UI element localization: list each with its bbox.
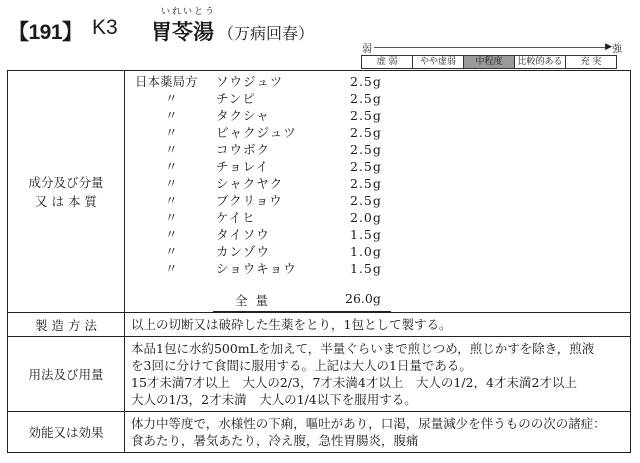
ingredient-name: タイソウ <box>216 227 270 242</box>
scale-line <box>374 47 608 48</box>
scale-strong-label: 強 <box>612 44 622 55</box>
ingredient-row <box>125 192 625 209</box>
ingredient-row <box>125 107 625 124</box>
efficacy-line: 食あたり，暑気あたり，冷え腹，急性胃腸炎，腹痛 <box>131 433 419 448</box>
scale-level: 比較的ある <box>514 55 566 69</box>
ingredient-row <box>125 158 625 175</box>
ingredient-row <box>125 141 625 158</box>
ingredient-row <box>125 226 625 243</box>
ingredient-source: 〃 <box>165 210 178 225</box>
ingredient-name: カンゾウ <box>216 244 271 259</box>
ingredient-source: 〃 <box>165 142 178 157</box>
scale-level: 虚 弱 <box>361 55 413 69</box>
ingredient-source: 〃 <box>165 91 178 106</box>
formula-number: 【191】 <box>8 21 83 44</box>
formula-table <box>7 70 631 453</box>
ingredient-row <box>125 90 625 107</box>
ingredient-amount: 2.5g <box>350 176 382 191</box>
ingredient-source: 〃 <box>165 176 178 191</box>
efficacy-label: 効能又は効果 <box>8 412 125 453</box>
ingredient-amount: 2.5g <box>350 193 382 208</box>
manufacture-label: 製 造 方 法 <box>8 313 125 337</box>
ingredient-name: ビャクジュツ <box>216 125 297 140</box>
efficacy-row <box>8 412 631 453</box>
manufacture-text: 以上の切断又は破砕した生薬をとり，1包として製する。 <box>125 313 631 337</box>
scale-level: 中程度 <box>463 55 515 69</box>
ingredient-amount: 1.5g <box>350 227 382 242</box>
constitution-scale <box>360 40 622 70</box>
ingredient-name: ソウジュツ <box>216 74 284 89</box>
scale-arrow-icon: ▶ <box>605 42 612 52</box>
ingredient-name: タクシャ <box>216 108 270 123</box>
ingredient-row <box>125 260 625 277</box>
ingredient-source: 〃 <box>165 193 178 208</box>
ingredient-amount: 2.5g <box>350 159 382 174</box>
scale-levels <box>362 55 617 69</box>
ingredient-row <box>125 73 625 90</box>
ingredient-source: 〃 <box>165 159 178 174</box>
ingredient-row <box>125 243 625 260</box>
ingredients-row <box>8 71 631 313</box>
ingredient-name: チョレイ <box>216 159 270 174</box>
ingredients-label: 成分及び分量 又 は 本 質 <box>8 71 125 313</box>
ingredient-row <box>125 124 625 141</box>
formula-name: 胃苓湯 <box>151 19 214 44</box>
efficacy-text <box>125 412 631 453</box>
ingredient-row <box>125 209 625 226</box>
ingredient-amount: 2.5g <box>350 108 382 123</box>
ingredient-amount: 2.0g <box>350 210 382 225</box>
efficacy-line: 体力中等度で，水様性の下痢，嘔吐があり，口渇，尿量減少を伴うものの次の諸症： <box>131 416 606 431</box>
ingredient-amount: 2.5g <box>350 91 382 106</box>
ingredient-source: 〃 <box>165 244 178 259</box>
ingredient-amount: 2.5g <box>350 125 382 140</box>
usage-line: 15才未満7才以上 大人の2/3，7才未満4才以上 大人の1/2，4才未満2才以上 <box>131 375 577 390</box>
ingredient-amount: 1.5g <box>350 261 382 276</box>
ingredient-source: 〃 <box>165 108 178 123</box>
usage-line: を3回に分けて食間に服用する。上記は大人の1日量である。 <box>131 358 472 373</box>
ingredients-cell <box>125 71 631 313</box>
formula-header <box>8 4 628 44</box>
ingredient-name: シャクヤク <box>216 176 284 191</box>
ingredient-source: 〃 <box>165 227 178 242</box>
ingredient-source: 〃 <box>165 261 178 276</box>
usage-text <box>125 337 631 412</box>
scale-weak-label: 弱 <box>362 44 372 55</box>
usage-line: 本品1包に水約500mLを加えて，半量ぐらいまで煎じつめ，煎じかすを除き，煎液 <box>131 341 595 356</box>
formula-title <box>151 4 314 46</box>
usage-line: 大人の1/3，2才未満 大人の1/4以下を服用する。 <box>131 392 417 407</box>
ingredient-name: コウボク <box>216 142 271 157</box>
usage-label: 用法及び用量 <box>8 337 125 412</box>
ingredient-amount: 1.0g <box>350 244 382 259</box>
ingredient-name: ブクリョウ <box>216 193 283 208</box>
ingredient-source: 〃 <box>165 125 178 140</box>
formula-code: K3 <box>92 16 118 39</box>
usage-row <box>8 337 631 412</box>
ingredient-amount: 2.5g <box>350 142 382 157</box>
scale-level: 充 実 <box>565 55 617 69</box>
ingredients-list <box>125 71 630 312</box>
ingredient-name: チンピ <box>216 91 256 106</box>
ingredient-name: ケイヒ <box>216 210 256 225</box>
total-label: 全 量 <box>235 293 270 308</box>
total-underline <box>213 311 391 312</box>
total-amount: 26.0g <box>345 291 381 306</box>
formula-origin: （万病回春） <box>218 24 315 43</box>
ingredient-amount: 2.5g <box>350 74 382 89</box>
scale-level: やや虚弱 <box>412 55 464 69</box>
manufacture-row <box>8 313 631 337</box>
ingredient-row <box>125 175 625 192</box>
ingredient-name: ショウキョウ <box>216 261 297 276</box>
formula-reading: いれいとう <box>161 7 217 17</box>
ingredient-source: 日本薬局方 <box>135 74 198 89</box>
